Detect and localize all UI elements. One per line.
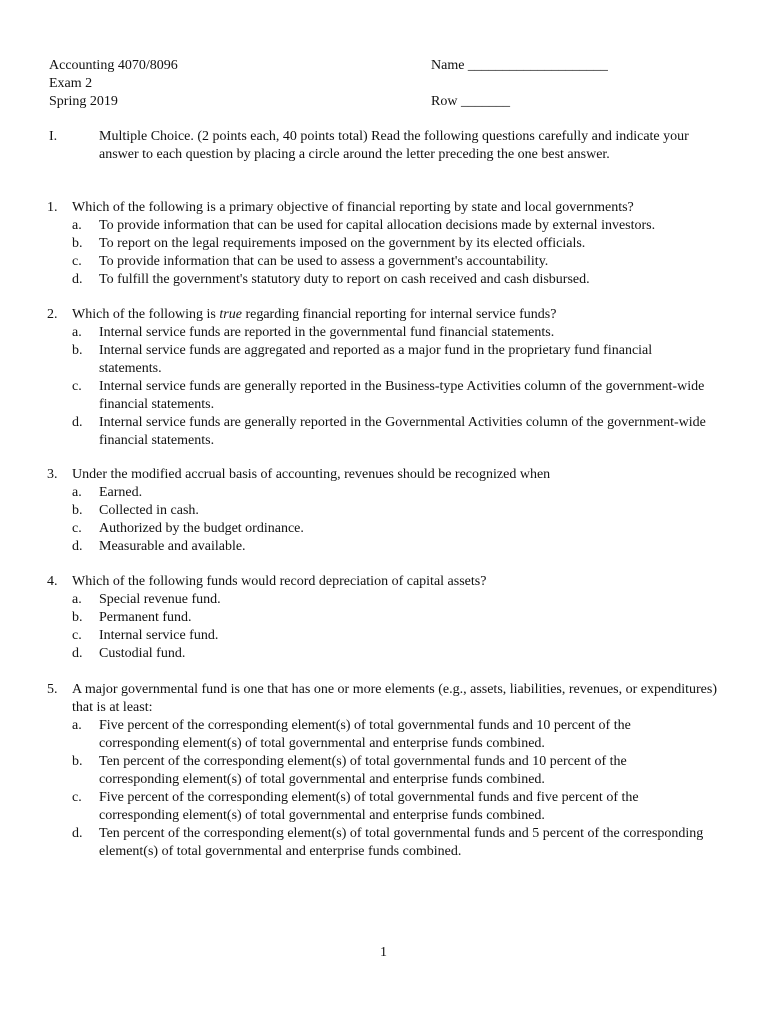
option-b[interactable] — [72, 502, 737, 520]
option-letter: b. — [72, 343, 83, 358]
option-c[interactable] — [72, 378, 737, 414]
option-letter: a. — [72, 218, 82, 233]
option-a[interactable] — [72, 717, 737, 753]
option-letter: d. — [72, 272, 83, 287]
option-text: To provide information that can be used for capital allocation decisions made by external investors. — [99, 218, 656, 233]
option-letter: c. — [72, 379, 82, 394]
question-text-part: regarding financial reporting for internal service funds? — [241, 307, 557, 322]
option-d[interactable] — [72, 538, 737, 556]
option-text: Ten percent of the corresponding element(s) of total governmental funds and 5 percent of the corresponding element(s) of total governmental and enterprise funds combined. — [99, 826, 704, 859]
question-text-part: A major governmental fund is one that has one or more elements (e.g., assets, liabilities, revenues, or expenditures) that is at least: — [72, 682, 717, 715]
option-text: Special revenue fund. — [99, 592, 221, 607]
option-text: To provide information that can be used to assess a government's accountability. — [99, 254, 549, 269]
option-text: Internal service funds are aggregated and reported as a major fund in the proprietary fund financial statements. — [99, 343, 653, 376]
option-letter: d. — [72, 539, 83, 554]
option-letter: c. — [72, 254, 82, 269]
option-text: To fulfill the government's statutory duty to report on cash received and cash disbursed. — [99, 272, 590, 287]
instructions-text: Multiple Choice. (2 points each, 40 points total) Read the following questions carefully and indicate your answer to each question by placing a circle around the letter preceding the one best answer. — [99, 129, 689, 162]
option-letter: a. — [72, 485, 82, 500]
question-number: 3. — [47, 467, 58, 482]
option-letter: b. — [72, 610, 83, 625]
option-text: Internal service funds are reported in the governmental fund financial statements. — [99, 325, 555, 340]
option-letter: c. — [72, 628, 82, 643]
option-text: Internal service funds are generally reported in the Governmental Activities column of the government-wide financial statements. — [99, 415, 706, 448]
section-numeral: I. — [49, 129, 58, 144]
option-c[interactable] — [72, 520, 737, 538]
option-b[interactable] — [72, 609, 737, 627]
question-5 — [47, 681, 737, 861]
option-text: Authorized by the budget ordinance. — [99, 521, 304, 536]
question-3 — [47, 466, 737, 556]
option-b[interactable] — [72, 342, 737, 378]
name-field[interactable]: Name ____________________ — [431, 58, 608, 73]
option-d[interactable] — [72, 271, 737, 289]
option-text: Earned. — [99, 485, 143, 500]
option-text: Measurable and available. — [99, 539, 246, 554]
option-d[interactable] — [72, 414, 737, 450]
question-emphasis: true — [219, 307, 242, 322]
option-letter: b. — [72, 236, 83, 251]
option-text: Ten percent of the corresponding element(s) of total governmental funds and 10 percent of the corresponding element(s) of total governmental and enterprise funds combined. — [99, 754, 627, 787]
option-letter: a. — [72, 325, 82, 340]
page-number: 1 — [380, 945, 387, 960]
option-text: Internal service funds are generally reported in the Business-type Activities column of the government-wide financial statements. — [99, 379, 705, 412]
option-a[interactable] — [72, 217, 737, 235]
question-number: 1. — [47, 200, 58, 215]
option-letter: b. — [72, 754, 83, 769]
option-a[interactable] — [72, 484, 737, 502]
question-text — [72, 466, 727, 484]
option-a[interactable] — [72, 324, 737, 342]
question-text-part: Which of the following is — [72, 307, 220, 322]
option-c[interactable] — [72, 627, 737, 645]
option-a[interactable] — [72, 591, 737, 609]
row-field[interactable]: Row _______ — [431, 94, 510, 109]
question-text — [72, 573, 727, 591]
exam-header — [49, 57, 178, 111]
option-text: Internal service fund. — [99, 628, 219, 643]
course-title: Accounting 4070/8096 — [49, 58, 178, 73]
question-text-part: Which of the following funds would record depreciation of capital assets? — [72, 574, 487, 589]
option-letter: b. — [72, 503, 83, 518]
question-2 — [47, 306, 737, 450]
option-letter: d. — [72, 826, 83, 841]
option-c[interactable] — [72, 253, 737, 271]
section-instructions — [49, 128, 739, 164]
option-text: Collected in cash. — [99, 503, 199, 518]
option-c[interactable] — [72, 789, 737, 825]
question-number: 4. — [47, 574, 58, 589]
option-d[interactable] — [72, 825, 737, 861]
option-letter: c. — [72, 521, 82, 536]
option-d[interactable] — [72, 645, 737, 663]
option-b[interactable] — [72, 235, 737, 253]
question-text-part: Under the modified accrual basis of accounting, revenues should be recognized when — [72, 467, 551, 482]
option-text: Five percent of the corresponding element(s) of total governmental funds and 10 percent of the corresponding element(s) of total governmental and enterprise funds combined. — [99, 718, 631, 751]
question-text — [72, 199, 727, 217]
option-letter: c. — [72, 790, 82, 805]
question-text — [72, 681, 727, 717]
option-b[interactable] — [72, 753, 737, 789]
option-letter: a. — [72, 592, 82, 607]
option-text: To report on the legal requirements imposed on the government by its elected officials. — [99, 236, 586, 251]
question-number: 5. — [47, 682, 58, 697]
option-text: Five percent of the corresponding element(s) of total governmental funds and five percent of the corresponding element(s) of total governmental and enterprise funds combined. — [99, 790, 639, 823]
option-letter: a. — [72, 718, 82, 733]
option-text: Permanent fund. — [99, 610, 192, 625]
exam-title: Exam 2 — [49, 76, 93, 91]
option-letter: d. — [72, 415, 83, 430]
question-number: 2. — [47, 307, 58, 322]
question-text-part: Which of the following is a primary objective of financial reporting by state and local governments? — [72, 200, 634, 215]
exam-term: Spring 2019 — [49, 94, 118, 109]
option-letter: d. — [72, 646, 83, 661]
question-1 — [47, 199, 737, 289]
option-text: Custodial fund. — [99, 646, 186, 661]
question-text — [72, 306, 727, 324]
question-4 — [47, 573, 737, 663]
